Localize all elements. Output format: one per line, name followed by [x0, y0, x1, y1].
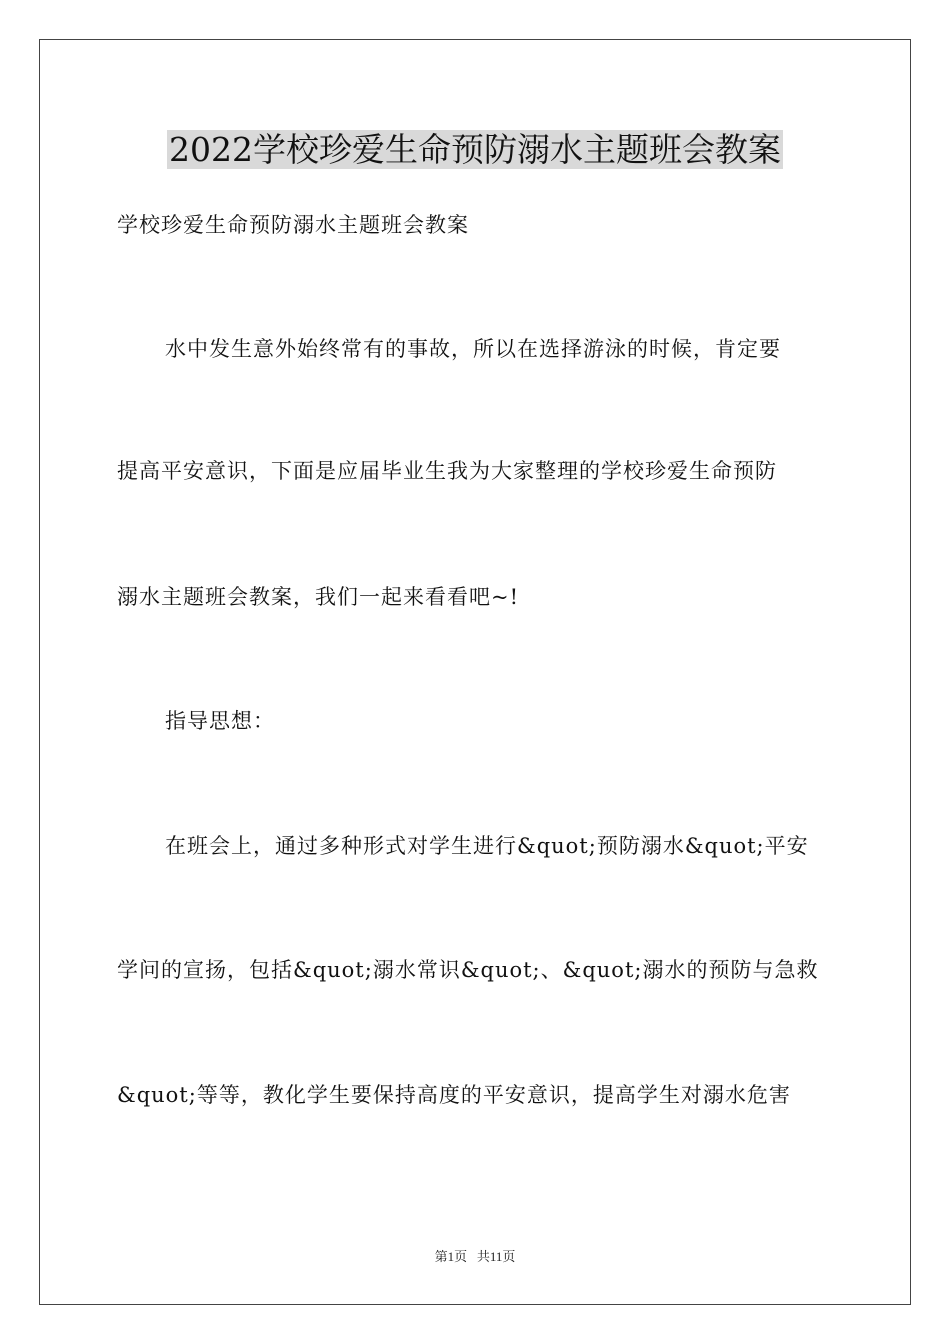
page-number-footer: 第1页 共11页	[434, 1249, 516, 1264]
paragraph-line: &quot;等等，教化学生要保持高度的平安意识，提高学生对溺水危害	[117, 1083, 791, 1107]
document-title	[0, 128, 950, 172]
paragraph-line: 学问的宣扬，包括&quot;溺水常识&quot;、&quot;溺水的预防与急救	[117, 958, 819, 982]
paragraph-line: 在班会上，通过多种形式对学生进行&quot;预防溺水&quot;平安	[165, 834, 809, 858]
paragraph-line: 溺水主题班会教案，我们一起来看看吧~!	[117, 585, 520, 609]
paragraph-line: 提高平安意识，下面是应届毕业生我为大家整理的学校珍爱生命预防	[117, 459, 777, 483]
section-heading: 指导思想：	[165, 709, 275, 733]
document-title-text: 2022学校珍爱生命预防溺水主题班会教案	[169, 130, 781, 169]
document-subtitle: 学校珍爱生命预防溺水主题班会教案	[117, 213, 469, 237]
paragraph-line: 水中发生意外始终常有的事故，所以在选择游泳的时候，肯定要	[165, 337, 781, 361]
